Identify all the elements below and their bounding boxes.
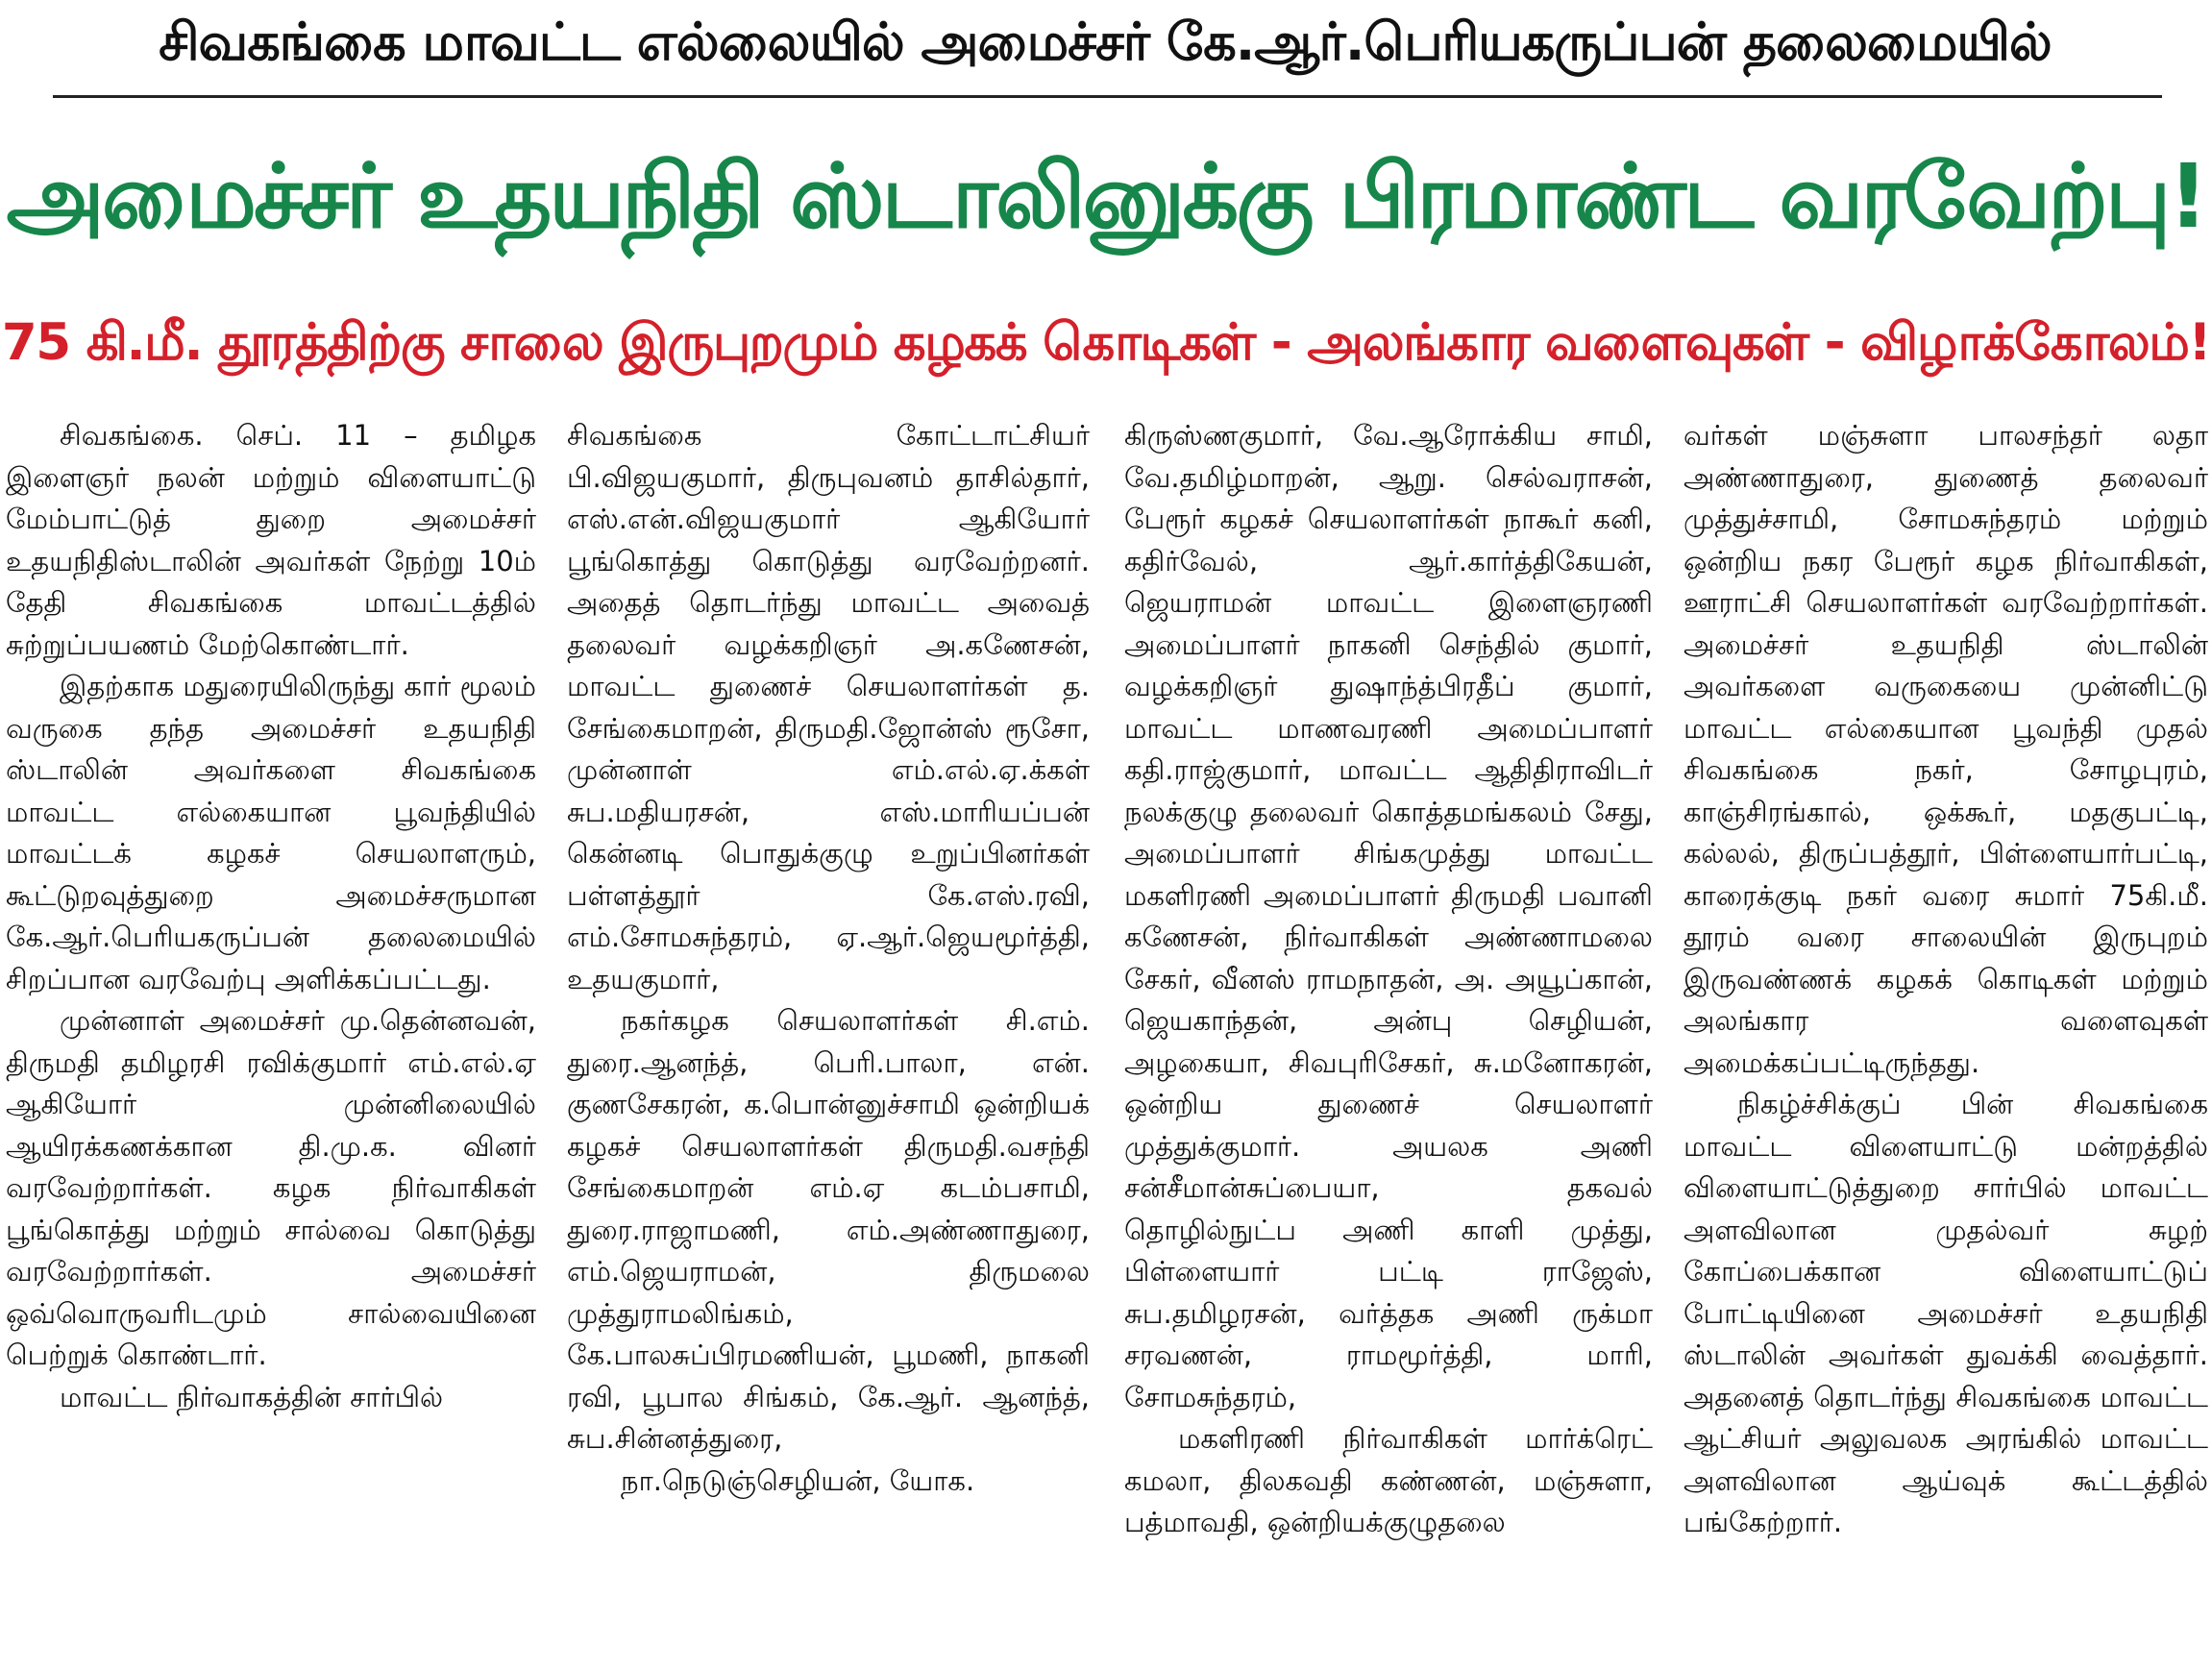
article-paragraph: மகளிரணி நிர்வாகிகள் மார்க்ரெட் கமலா, திலகவதி கண்ணன், மஞ்சுளா, பத்மாவதி, ஒன்றியக்குழுதலை [1124, 1422, 1653, 1538]
article-paragraph: இதற்காக மதுரையிலிருந்து கார் மூலம் வருகை தந்த அமைச்சர் உதயநிதி ஸ்டாலின் அவர்களை சிவகங்கை மாவட்ட எல்கையான பூவந்தியில் மாவட்டக் கழகச் செயலாளரும், கூட்டுறவுத்துறை அமைச்சருமான கே.ஆர்.பெரியகருப்பன் தலைமையில் சிறப்பான வரவேற்பு அளிக்கப்பட்டது. [6, 670, 536, 995]
kicker-headline: சிவகங்கை மாவட்ட எல்லையில் அமைச்சர் கே.ஆர்.பெரியகருப்பன் தலைமையில் [159, 11, 2052, 72]
article-paragraph: நிகழ்ச்சிக்குப் பின் சிவகங்கை மாவட்ட விளையாட்டு மன்றத்தில் விளையாட்டுத்துறை சார்பில் மாவட்ட அளவிலான முதல்வர் சுழற் கோப்பைக்கான விளையாட்டுப் போட்டியினை அமைச்சர் உதயநிதி ஸ்டாலின் அவர்கள் துவக்கி வைத்தார். அதனைத் தொடர்ந்து சிவகங்கை மாவட்ட ஆட்சியர் அலுவலக அரங்கில் மாவட்ட அளவிலான ஆய்வுக் கூட்டத்தில் பங்கேற்றார். [1684, 1088, 2208, 1538]
article-paragraph: வர்கள் மஞ்சுளா பாலசந்தர் லதா அண்ணாதுரை, துணைத் தலைவர் முத்துச்சாமி, சோமசுந்தரம் மற்றும் ஒன்றிய நகர பேரூர் கழக நிர்வாகிகள், ஊராட்சி செயலாளர்கள் வரவேற்றார்கள். அமைச்சர் உதயநிதி ஸ்டாலின் அவர்களை வருகையை முன்னிட்டு மாவட்ட எல்கையான பூவந்தி முதல் சிவகங்கை நகர், சோழபுரம், காஞ்சிரங்கால், ஒக்கூர், மதகுபட்டி, கல்லல், திருப்பத்தூர், பிள்ளையார்பட்டி, காரைக்குடி நகர் வரை சுமார் 75கி.மீ. தூரம் வரை சாலையின் இருபுறம் இருவண்ணக் கழகக் கொடிகள் மற்றும் அலங்கார வளைவுகள் அமைக்கப்பட்டிருந்தது. [1684, 419, 2208, 1079]
article-column-4 [1684, 415, 2208, 1664]
article-paragraph: நா.நெடுஞ்செழியன், யோக. [621, 1463, 975, 1497]
article-paragraph: நகர்கழக செயலாளர்கள் சி.எம். துரை.ஆனந்த், பெரி.பாலா, என். குணசேகரன், க.பொன்னுச்சாமி ஒன்றியக் கழகச் செயலாளர்கள் திருமதி.வசந்தி சேங்கைமாறன் எம்.ஏ கடம்பசாமி, துரை.ராஜாமணி, எம்.அண்ணாதுரை, எம்.ஜெயராமன், திருமலை முத்துராமலிங்கம், கே.பாலசுப்பிரமணியன், பூமணி, நாகனி ரவி, பூபால சிங்கம், கே.ஆர். ஆனந்த், சுப.சின்னத்துரை, [567, 1004, 1090, 1455]
kicker-rule [53, 95, 2162, 98]
article-column-1 [6, 415, 536, 1664]
sub-headline: 75 கி.மீ. தூரத்திற்கு சாலை இருபுறமும் கழகக் கொடிகள் - அலங்கார வளைவுகள் - விழாக்கோலம்! [1, 313, 2211, 372]
article-column-3 [1124, 415, 1653, 1664]
article-paragraph: முன்னாள் அமைச்சர் மு.தென்னவன், திருமதி தமிழரசி ரவிக்குமார் எம்.எல்.ஏ ஆகியோர் முன்னிலையில் ஆயிரக்கணக்கான தி.மு.க. வினர் வரவேற்றார்கள். கழக நிர்வாகிகள் பூங்கொத்து மற்றும் சால்வை கொடுத்து வரவேற்றார்கள். அமைச்சர் ஒவ்வொருவரிடமும் சால்வையினை பெற்றுக் கொண்டார். [6, 1004, 536, 1371]
article-paragraph: கிருஸ்ணகுமார், வே.ஆரோக்கிய சாமி, வே.தமிழ்மாறன், ஆறு. செல்வராசன், பேரூர் கழகச் செயலாளர்கள் நாகூர் கனி, கதிர்வேல், ஆர்.கார்த்திகேயன், ஜெயராமன் மாவட்ட இளைஞரணி அமைப்பாளர் நாகனி செந்தில் குமார், வழக்கறிஞர் துஷாந்த்பிரதீப் குமார், மாவட்ட மாணவரணி அமைப்பாளர் கதி.ராஜ்குமார், மாவட்ட ஆதிதிராவிடர் நலக்குழு தலைவர் கொத்தமங்கலம் சேது, அமைப்பாளர் சிங்கமுத்து மாவட்ட மகளிரணி அமைப்பாளர் திருமதி பவானி கணேசன், நிர்வாகிகள் அண்ணாமலை சேகர், வீனஸ் ராமநாதன், அ. அயூப்கான், ஜெயகாந்தன், அன்பு செழியன், அழகையா, சிவபுரிசேகர், சு.மனோகரன், ஒன்றிய துணைச் செயலாளர் முத்துக்குமார். அயலக அணி சன்சீமான்சுப்பையா, தகவல் தொழில்நுட்ப அணி காளி முத்து, பிள்ளையார் பட்டி ராஜேஸ், சுப.தமிழரசன், வர்த்தக அணி ருக்மா சரவணன், ராமமூர்த்தி, மாரி, சோமசுந்தரம், [1124, 419, 1653, 1413]
article-paragraph: மாவட்ட நிர்வாகத்தின் சார்பில் [60, 1380, 444, 1413]
article-paragraph: சிவகங்கை கோட்டாட்சியர் பி.விஜயகுமார், திருபுவனம் தாசில்தார், எஸ்.என்.விஜயகுமார் ஆகியோர் பூங்கொத்து கொடுத்து வரவேற்றனர். அதைத் தொடர்ந்து மாவட்ட அவைத் தலைவர் வழக்கறிஞர் அ.கணேசன், மாவட்ட துணைச் செயலாளர்கள் த. சேங்கைமாறன், திருமதி.ஜோன்ஸ் ரூசோ, முன்னாள் எம்.எல்.ஏ.க்கள் சுப.மதியரசன், எஸ்.மாரியப்பன் கென்னடி பொதுக்குழு உறுப்பினர்கள் பள்ளத்தூர் கே.எஸ்.ரவி, எம்.சோமசுந்தரம், ஏ.ஆர்.ஜெயமூர்த்தி, உதயகுமார், [567, 419, 1090, 995]
article-paragraph: சிவகங்கை. செப். 11 – தமிழக இளைஞர் நலன் மற்றும் விளையாட்டு மேம்பாட்டுத் துறை அமைச்சர் உதயநிதிஸ்டாலின் அவர்கள் நேற்று 10ம் தேதி சிவகங்கை மாவட்டத்தில் சுற்றுப்பயணம் மேற்கொண்டார். [6, 419, 536, 661]
main-headline: அமைச்சர் உதயநிதி ஸ்டாலினுக்கு பிரமாண்ட வரவேற்பு! [6, 145, 2206, 248]
article-column-2 [567, 415, 1090, 1664]
